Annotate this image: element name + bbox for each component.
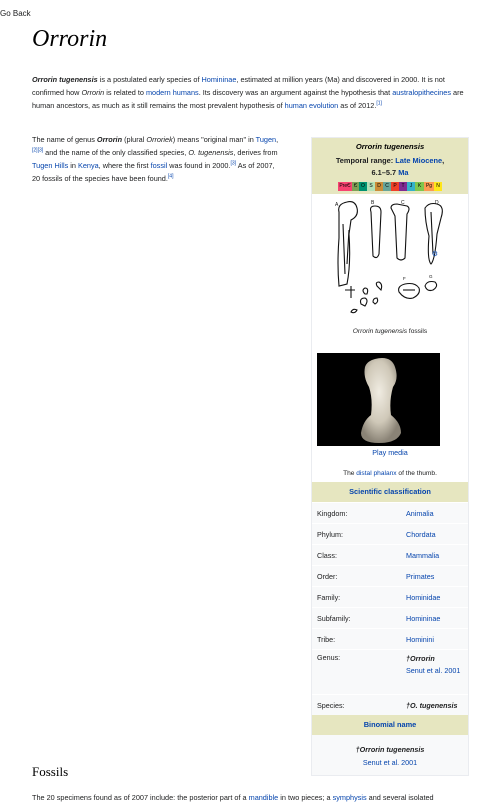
etymology-paragraph <box>32 133 280 185</box>
classification-row <box>312 523 468 544</box>
rank-label: Kingdom: <box>317 508 348 518</box>
link-tugen-hills[interactable]: Tugen Hills <box>32 161 69 170</box>
reference-link[interactable]: [4] <box>167 173 174 180</box>
phalanx-video-block <box>312 345 468 482</box>
text-span: and the name of the only classified species, <box>43 148 189 157</box>
caption-text: of the thumb. <box>396 470 437 477</box>
taxobox <box>311 137 469 776</box>
timeline-period[interactable]: T <box>399 182 407 191</box>
classification-row-species <box>312 694 468 715</box>
rank-label: Class: <box>317 550 337 560</box>
taxon-link[interactable]: Hominidae <box>406 592 441 602</box>
edit-image-icon[interactable]: ⚙ <box>431 251 438 258</box>
species-name: Orrorin tugenensis <box>32 75 98 84</box>
link-homininae[interactable]: Homininae <box>201 75 237 84</box>
reference-link[interactable]: [1] <box>376 100 382 107</box>
text-span: as of 2012. <box>338 101 377 110</box>
link-distal-phalanx[interactable]: distal phalanx <box>356 470 397 477</box>
binomial-author-link[interactable]: Senut et al. 2001 <box>362 758 418 767</box>
classification-table <box>312 502 468 715</box>
fossils-caption <box>312 322 468 345</box>
svg-text:G: G <box>429 274 433 279</box>
binomial-name-header[interactable]: Binomial name <box>312 715 468 735</box>
timeline-period[interactable]: S <box>367 182 375 191</box>
rank-label: Family: <box>317 592 341 602</box>
caption-text: The <box>343 470 357 477</box>
scientific-classification-header[interactable]: Scientific classification <box>312 482 468 502</box>
text-span: and several isolated <box>366 793 434 802</box>
binomial-block <box>312 735 468 775</box>
plural-name: Orroriek <box>146 135 173 144</box>
svg-text:B: B <box>371 200 375 206</box>
text-span: in two pieces; a <box>278 793 333 802</box>
rank-label: Genus: <box>317 653 341 662</box>
caption-species: Orrorin tugenensis <box>352 328 408 335</box>
fossils-image-block <box>312 194 468 345</box>
classification-row <box>312 565 468 586</box>
timeline-period[interactable]: PreЄ <box>339 183 351 189</box>
intro-paragraph <box>32 73 464 112</box>
timeline-period[interactable]: Є <box>353 183 358 189</box>
classification-row <box>312 544 468 565</box>
play-media-link[interactable]: Play media <box>372 448 408 457</box>
reference-link[interactable]: [3] <box>37 147 44 154</box>
link-ma[interactable]: Ma <box>398 168 409 177</box>
link-late-miocene[interactable]: Late Miocene <box>395 156 443 165</box>
taxon-link[interactable]: Chordata <box>406 529 436 539</box>
taxon-link[interactable]: Animalia <box>406 508 434 518</box>
genus-name: †Orrorin <box>406 654 435 663</box>
classification-row <box>312 628 468 649</box>
rank-label: Subfamily: <box>317 613 351 623</box>
svg-text:F: F <box>403 276 406 281</box>
link-human-evolution[interactable]: human evolution <box>284 101 339 110</box>
link-fossil[interactable]: fossil <box>150 161 168 170</box>
taxon-link[interactable]: Hominini <box>406 634 434 644</box>
go-back-link[interactable]: Go Back <box>0 9 31 18</box>
rank-label: Phylum: <box>317 529 343 539</box>
timeline-period[interactable]: Pg <box>425 183 433 189</box>
text-span: . Its discovery was an argument against the hypothesis that <box>198 88 393 97</box>
timeline-period[interactable]: P <box>391 182 399 191</box>
timeline-period[interactable]: J <box>407 182 415 191</box>
section-heading-fossils: Fossils <box>32 764 69 779</box>
classification-row <box>312 607 468 628</box>
link-symphysis[interactable]: symphysis <box>332 793 367 802</box>
text-span: was found in 2000. <box>167 161 231 170</box>
link-tugen[interactable]: Tugen <box>255 135 277 144</box>
text-span: , where the first <box>98 161 151 170</box>
genus-name: Orrorin <box>81 88 105 97</box>
reference-link[interactable]: [3] <box>230 160 237 167</box>
text-span: , estimated at million years (Ma) and discovered in 2000. It is not confirmed how <box>32 75 445 97</box>
svg-text:C: C <box>401 200 405 206</box>
genus-value <box>406 653 468 677</box>
text-span: , derives from <box>233 148 278 157</box>
link-modern-humans[interactable]: modern humans <box>145 88 199 97</box>
classification-row <box>312 502 468 523</box>
caption-text: fossils <box>407 328 428 335</box>
temporal-range <box>314 155 466 179</box>
rank-label: Order: <box>317 571 338 581</box>
timeline-period[interactable]: O <box>359 182 367 191</box>
text-span: in <box>68 161 78 170</box>
play-media-block <box>312 446 468 457</box>
fossils-paragraph <box>32 791 468 804</box>
species-name: †O. tugenensis <box>406 700 458 710</box>
taxobox-title: Orrorin tugenensis <box>355 142 425 151</box>
classification-row-genus <box>312 649 468 694</box>
text-span: (plural <box>122 135 147 144</box>
link-mandible[interactable]: mandible <box>248 793 279 802</box>
timeline-period[interactable]: D <box>375 182 383 191</box>
timeline-period[interactable]: C <box>383 182 391 191</box>
taxon-link[interactable]: Homininae <box>406 613 441 623</box>
text-span: is related to <box>104 88 146 97</box>
timeline-period[interactable]: N <box>434 182 442 191</box>
fossils-drawing <box>325 194 455 322</box>
taxobox-header <box>312 138 468 194</box>
temporal-range-label: Temporal range: <box>335 156 396 165</box>
phalanx-video[interactable] <box>317 353 440 446</box>
rank-label: Tribe: <box>317 634 336 644</box>
text-span: , <box>276 135 279 144</box>
classification-row <box>312 586 468 607</box>
link-kenya[interactable]: Kenya <box>77 161 99 170</box>
rank-label: Species: <box>317 700 345 710</box>
reference-link[interactable]: [2] <box>32 147 38 154</box>
svg-text:D: D <box>435 200 439 206</box>
timeline-period[interactable]: K <box>415 182 424 191</box>
text-span: The name of genus <box>32 135 97 144</box>
phalanx-caption <box>312 457 468 482</box>
species-name: O. tugenensis <box>188 148 234 157</box>
temporal-range-sep: , <box>442 156 445 165</box>
text-span: ) means "original man" in <box>172 135 256 144</box>
genus-author-link[interactable]: Senut et al. 2001 <box>406 666 461 675</box>
link-australopithecines[interactable]: australopithecines <box>392 88 452 97</box>
taxon-link[interactable]: Primates <box>406 571 435 581</box>
genus-name: Orrorin <box>96 135 123 144</box>
geologic-timeline <box>338 182 442 191</box>
svg-text:A: A <box>335 202 339 208</box>
text-span: As of 2007, 20 fossils of the species have been found. <box>32 161 275 183</box>
binomial-name: †Orrorin tugenensis <box>355 745 425 754</box>
page-title: Orrorin <box>32 26 108 52</box>
temporal-range-value: 6.1–5.7 <box>371 168 399 177</box>
taxon-link[interactable]: Mammalia <box>406 550 440 560</box>
text-span: are human ancestors, as much as it still remains the most prevalent hypothesis of <box>32 88 464 110</box>
text-span: The 20 specimens found as of 2007 include: the posterior part of a <box>32 793 249 802</box>
text-span: is a postulated early species of <box>97 75 202 84</box>
